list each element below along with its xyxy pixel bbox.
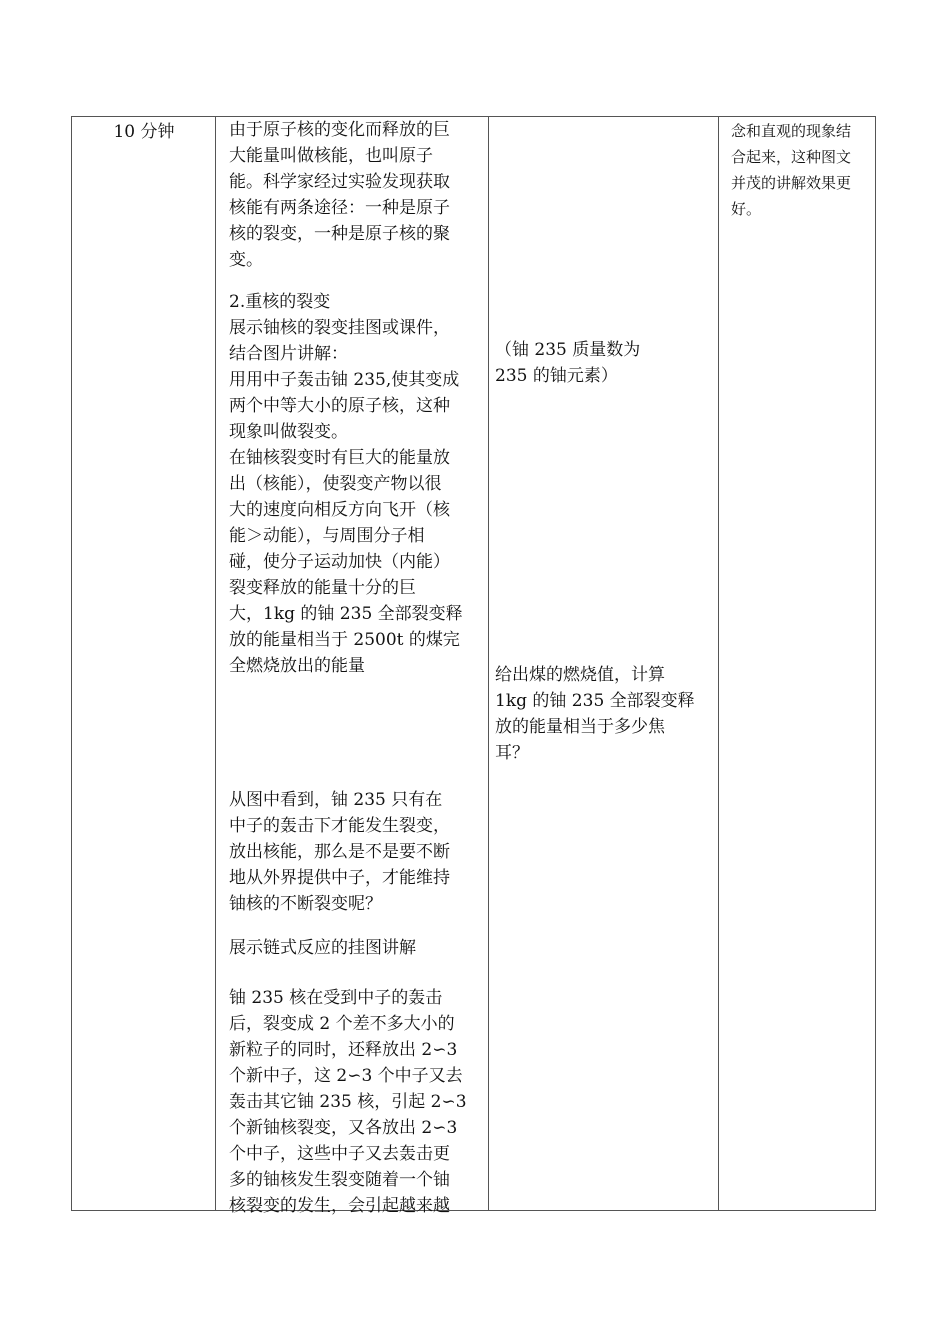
text-line: 能。科学家经过实验发现获取 (229, 172, 450, 192)
text-line: 个新中子，这 2∽3 个中子又去 (229, 1066, 463, 1086)
text-line: 变。 (229, 250, 263, 270)
content-paragraph-1 (229, 117, 450, 273)
text-line: 全燃烧放出的能量 (229, 656, 365, 676)
text-line: 1kg 的铀 235 全部裂变释 (495, 691, 695, 711)
text-line: 大，1kg 的铀 235 全部裂变释 (229, 604, 463, 624)
student-note-2 (495, 662, 695, 766)
text-line: 中子的轰击下才能发生裂变， (229, 816, 450, 836)
text-line: 核能有两条途径：一种是原子 (229, 198, 450, 218)
text-line: 放出核能，那么是不是要不断 (229, 842, 450, 862)
text-line: 合起来，这种图文 (731, 148, 852, 166)
time-column (72, 117, 216, 1210)
text-line: 出（核能），使裂变产物以很 (229, 474, 442, 494)
text-line: 并茂的讲解效果更 (731, 174, 852, 192)
text-line: 多的铀核发生裂变随着一个铀 (229, 1170, 450, 1190)
student-note-1 (495, 337, 640, 389)
student-column (489, 117, 719, 1210)
content-paragraph-3 (229, 787, 450, 917)
text-line: 后，裂变成 2 个差不多大小的 (229, 1014, 455, 1034)
text-line: 耳？ (495, 743, 529, 763)
text-line: 铀核的不断裂变呢？ (229, 894, 382, 914)
text-line: （铀 235 质量数为 (495, 340, 641, 360)
content-column (216, 117, 489, 1216)
time-cell: 10 分钟 (113, 122, 175, 142)
text-line: 展示铀核的裂变挂图或课件， (229, 318, 450, 338)
text-line: 念和直观的现象结 (731, 122, 852, 140)
text-line: 放的能量相当于多少焦 (495, 717, 665, 737)
text-line: 核裂变的发生，会引起越来越 (229, 1196, 450, 1216)
text-line: 核的裂变，一种是原子核的聚 (229, 224, 450, 244)
text-line: 2.重核的裂变 (229, 292, 331, 312)
remarks-text (731, 118, 851, 222)
text-line: 铀 235 核在受到中子的轰击 (229, 988, 443, 1008)
text-line: 地从外界提供中子，才能维持 (229, 868, 450, 888)
text-line: 好。 (731, 200, 762, 218)
text-line: 从图中看到，铀 235 只有在 (229, 790, 443, 810)
content-paragraph-2 (229, 289, 463, 679)
text-line: 给出煤的燃烧值，计算 (495, 665, 665, 685)
text-line: 现象叫做裂变。 (229, 422, 348, 442)
text-line: 个新铀核裂变，又各放出 2∽3 (229, 1118, 458, 1138)
text-line: 235 的铀元素） (495, 366, 618, 386)
text-line: 新粒子的同时，还释放出 2∽3 (229, 1040, 458, 1060)
text-line: 大的速度向相反方向飞开（核 (229, 500, 450, 520)
text-line: 展示链式反应的挂图讲解 (229, 938, 416, 958)
text-line: 碰，使分子运动加快（内能） (229, 552, 450, 572)
text-line: 放的能量相当于 2500t 的煤完 (229, 630, 460, 650)
text-line: 在铀核裂变时有巨大的能量放 (229, 448, 450, 468)
text-line: 结合图片讲解： (229, 344, 348, 364)
content-paragraph-5 (229, 985, 467, 1219)
text-line: 个中子，这些中子又去轰击更 (229, 1144, 450, 1164)
content-paragraph-4 (229, 935, 416, 961)
remarks-column (719, 117, 876, 1210)
text-line: 大能量叫做核能，也叫原子 (229, 146, 433, 166)
text-line: 由于原子核的变化而释放的巨 (229, 120, 450, 140)
lesson-table (71, 116, 876, 1216)
text-line: 裂变释放的能量十分的巨 (229, 578, 416, 598)
text-line: 能＞动能），与周围分子相 (229, 526, 425, 546)
text-line: 两个中等大小的原子核，这种 (229, 396, 450, 416)
text-line: 轰击其它铀 235 核，引起 2∽3 (229, 1092, 467, 1112)
text-line: 用用中子轰击铀 235,使其变成 (229, 370, 460, 390)
